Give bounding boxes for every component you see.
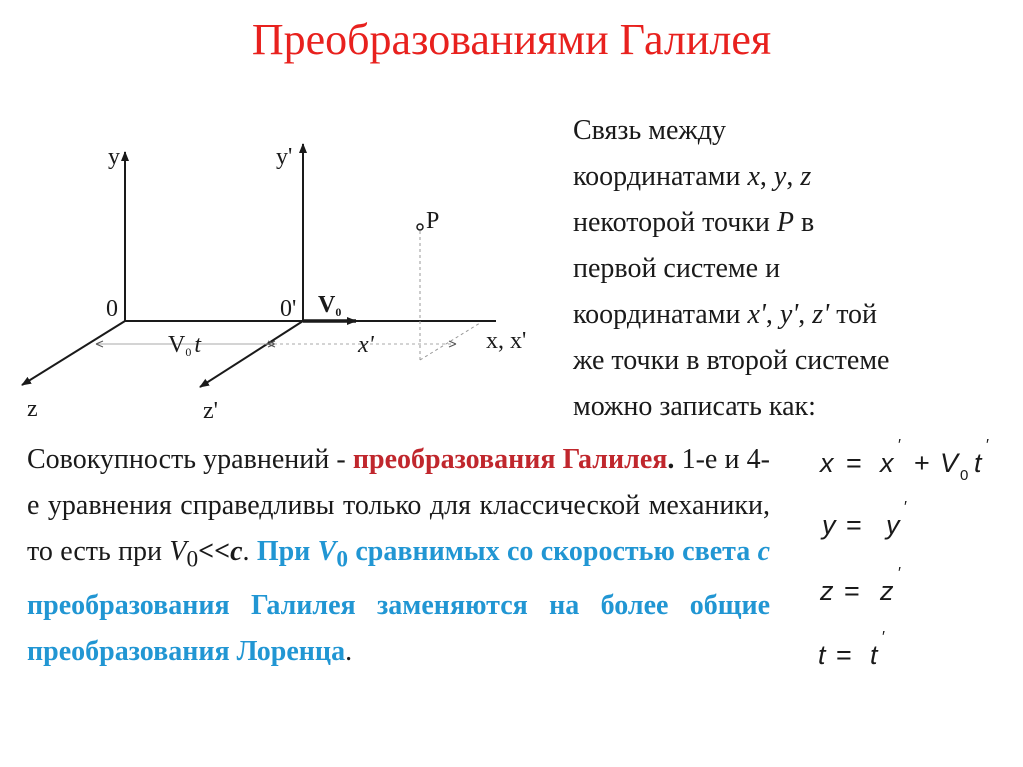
equation-z [819,565,901,606]
svg-text:y: y [822,510,836,540]
svg-text:t: t [974,448,982,478]
svg-text:x: x [820,448,834,478]
relation-line-7: можно записать как: [573,391,816,422]
svg-text:=: = [836,640,852,670]
y-prime-axis-label: y' [276,144,293,170]
coordinate-systems-diagram [0,120,560,430]
relation-line-5: координатами x', y', z' той [573,299,878,330]
x-prime-segment-label: x' [358,332,374,358]
z-axis-label: z [27,396,38,422]
equation-x [818,437,989,484]
relation-line-1: Связь между [573,115,726,146]
svg-text:=: = [846,510,862,540]
equation-t [818,629,885,670]
equation-y [820,499,907,540]
v0-label: V0 [318,292,342,319]
svg-text:t: t [818,640,826,670]
point-p-label: P [426,208,440,234]
svg-text:z: z [820,576,834,606]
relation-line-3: некоторой точки P в [573,207,815,238]
relation-line-2: координатами x, y, z [573,161,812,192]
svg-text:′: ′ [898,437,901,454]
z-prime-axis-label: z' [203,398,218,424]
svg-text:z: z [880,576,894,606]
svg-text:+: + [914,448,930,478]
svg-text:y: y [886,510,900,540]
svg-text:0: 0 [960,467,969,484]
svg-text:′: ′ [904,499,907,516]
svg-text:′: ′ [898,565,901,582]
relation-line-4: первой системе и [573,253,781,284]
coordinate-relation-text [573,108,1013,430]
explanation-paragraph: Совокупность уравнений - преобразования Галилея. 1-е и 4-е уравнения справедливы только для классической механики, то есть при $V_0<<c$. При $V_0$ сравнимых со скоростью света c преобразования Галилея заменяются на более общие преобразования Лоренца. [27,444,771,667]
z-axis [22,321,125,385]
x-axes-label: x, x' [486,328,527,354]
svg-text:=: = [844,576,860,606]
point-p [417,224,423,230]
origin-label: 0 [106,296,118,322]
svg-text:′: ′ [986,437,989,454]
origin-prime-label: 0' [280,296,297,322]
slide-title: Преобразованиями Галилея [251,15,772,64]
svg-text:=: = [846,448,862,478]
svg-text:x: x [880,448,894,478]
z-prime-axis [200,321,303,387]
relation-line-6: же точки в второй системе [573,345,890,376]
svg-text:t: t [870,640,878,670]
galilean-equations [810,430,1010,690]
svg-text:′: ′ [882,629,885,646]
svg-text:V: V [940,448,959,478]
v0t-label: V0 t [168,332,202,359]
y-axis-label: y [108,144,120,170]
